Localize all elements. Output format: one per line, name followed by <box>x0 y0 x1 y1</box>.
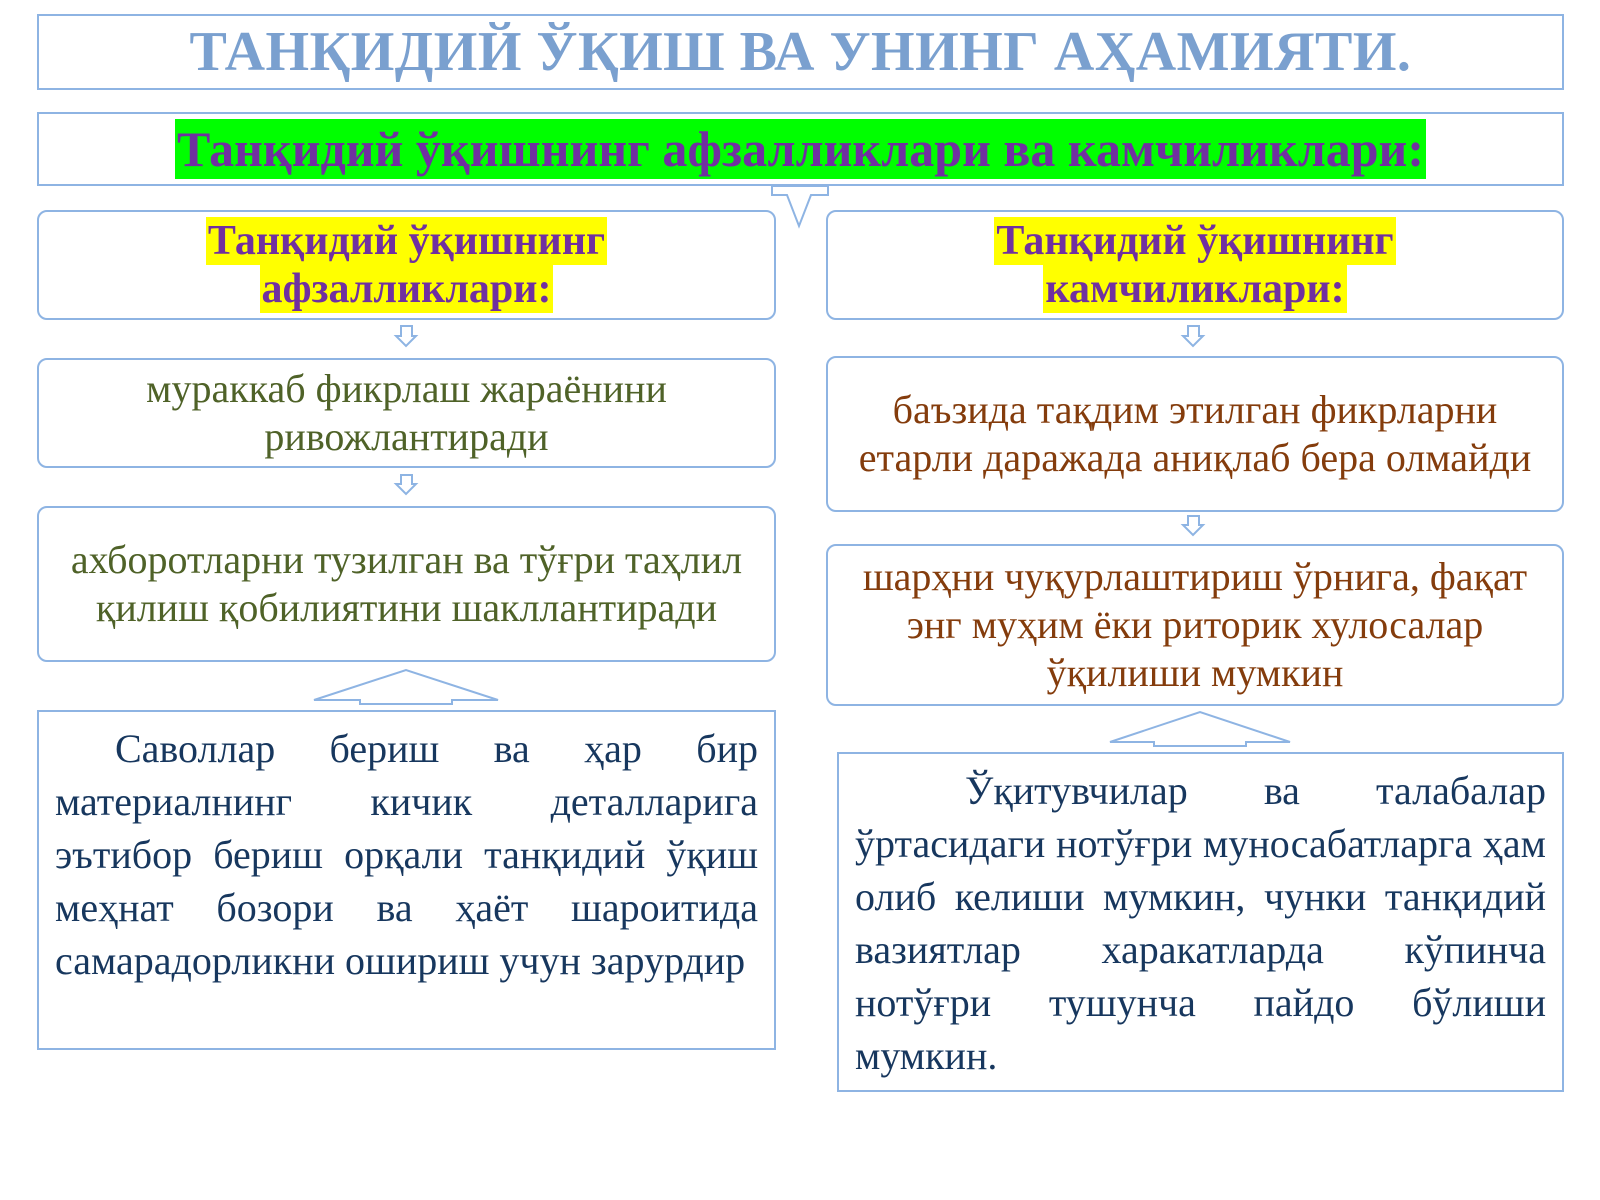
disadvantages-header-line2: камчиликлари: <box>1045 266 1345 312</box>
advantages-paragraph: Саволлар бериш ва ҳар бир материалнинг кичик деталларига эътибор бериш орқали танқидий ўқиш меҳнат бозори ва ҳаёт шароитида самарадорликни ошириш учун зарурдир <box>55 726 758 983</box>
down-arrow-icon <box>396 326 416 346</box>
advantages-header-line1: Танқидий ўқишнинг <box>207 218 606 264</box>
up-arrow-icon <box>314 670 498 704</box>
down-arrow-icon <box>1183 516 1203 535</box>
down-arrow-icon <box>1183 326 1203 346</box>
advantage-item-2-text: ахборотларни тузилган ва тўғри таҳлил қилиш қобилиятини шакллантиради <box>70 537 743 630</box>
down-arrow-icon <box>396 475 416 494</box>
advantages-header-line2: афзалликлари: <box>261 266 552 312</box>
disadvantages-header-line1: Танқидий ўқишнинг <box>996 218 1394 264</box>
up-arrow-icon <box>1110 712 1290 746</box>
advantage-item-1-text: мураккаб фикрлаш жараёнини ривожлантиради <box>146 366 667 459</box>
page-title: ТАНҚИДИЙ ЎҚИШ ВА УНИНГ АҲАМИЯТИ. <box>189 21 1412 83</box>
down-arrow-icon <box>772 186 828 226</box>
disadvantage-item-1-text: баъзида тақдим этилган фикрларни етарли даражада аниқлаб бера олмайди <box>858 387 1532 480</box>
disadvantage-item-2-text: шарҳни чуқурлаштириш ўрнига, фақат энг муҳим ёки риторик хулосалар ўқилиши мумкин <box>862 554 1528 695</box>
disadvantages-paragraph: Ўқитувчилар ва талабалар ўртасидаги нотўғри муносабатларга ҳам олиб келиши мумкин, чунки танқидий вазиятлар харакатларда кўпинча нотўғри тушунча пайдо бўлиши мумкин. <box>855 768 1546 1078</box>
subtitle: Танқидий ўқишнинг афзалликлари ва камчиликлари: <box>176 121 1425 177</box>
